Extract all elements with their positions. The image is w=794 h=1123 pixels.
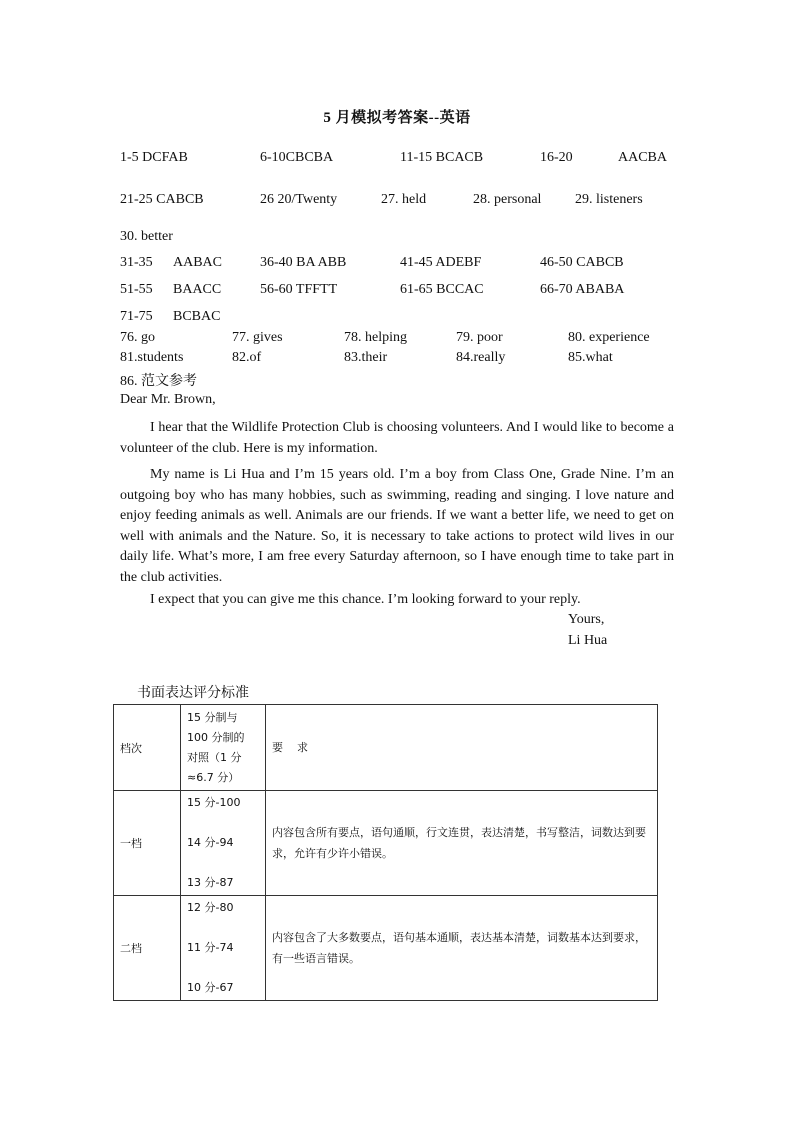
- answer-cell: 76. go: [120, 330, 155, 345]
- score-line: 14 分-94: [187, 836, 234, 849]
- requirement-cell: 内容包含了大多数要点，语句基本通顺，表达基本清楚，词数基本达到要求，有一些语言错误。: [266, 896, 658, 1001]
- answer-cell: 56-60 TFFTT: [260, 282, 338, 297]
- grade-header: 档次: [114, 705, 181, 791]
- score-line: 15 分-100: [187, 796, 241, 809]
- letter-paragraph: I expect that you can give me this chance. I’m looking forward to your reply.: [150, 592, 581, 607]
- answer-cell: 82.of: [232, 350, 262, 365]
- answer-cell: 6-10CBCBA: [260, 150, 334, 165]
- answer-cell: 79. poor: [456, 330, 503, 345]
- answer-cell: 11-15 BCACB: [400, 150, 484, 165]
- answer-cell: 36-40 BA ABB: [260, 255, 347, 270]
- answer-cell: 51-55: [120, 282, 153, 297]
- score-cell: [181, 791, 266, 896]
- answer-cell: 77. gives: [232, 330, 283, 345]
- answer-cell: 66-70 ABABA: [540, 282, 625, 297]
- answer-cell: 41-45 ADEBF: [400, 255, 482, 270]
- conversion-header-line: 对照（1 分: [187, 750, 242, 764]
- essay-label: 86. 范文参考: [120, 374, 197, 389]
- score-line: 10 分-67: [187, 981, 234, 994]
- grade-cell: 二档: [114, 896, 181, 1001]
- rubric-table: [113, 704, 658, 1001]
- answer-cell: 81.students: [120, 350, 184, 365]
- page-title: 5 月模拟考答案--英语: [323, 110, 471, 126]
- answer-cell: 28. personal: [473, 192, 542, 207]
- answer-cell: 26 20/Twenty: [260, 192, 338, 207]
- grade-cell: 一档: [114, 791, 181, 896]
- answer-cell: BAACC: [173, 282, 222, 297]
- letter-paragraph: My name is Li Hua and I’m 15 years old. I’m a boy from Class One, Grade Nine. I’m an outgoing boy who has many hobbies, such as swimming, reading and singing. I love nature and enjoy feeding animals as well. Animals are our friends. If we want a better life, we need to get on well with animals and the Nature. So, it is necessary to take actions to protect wild lives in our daily life. What’s more, I am free every Saturday afternoon, so I have enough time to take part in the club activities.: [120, 467, 674, 585]
- answer-cell: 85.what: [568, 350, 613, 365]
- answer-cell: BCBAC: [173, 309, 221, 324]
- rubric-title: 书面表达评分标准: [137, 685, 249, 701]
- answer-cell: 61-65 BCCAC: [400, 282, 484, 297]
- answer-cell: 21-25 CABCB: [120, 192, 204, 207]
- requirement-cell: 内容包含所有要点，语句通顺，行文连贯，表达清楚，书写整洁，词数达到要求，允许有少许小错误。: [266, 791, 658, 896]
- letter-paragraph: I hear that the Wildlife Protection Club is choosing volunteers. And I would like to become a volunteer of the club. Here is my information.: [120, 420, 674, 456]
- answer-cell: 31-35: [120, 255, 153, 270]
- conversion-header: [181, 705, 266, 791]
- answer-cell: 78. helping: [344, 330, 407, 345]
- answer-cell: 30. better: [120, 229, 173, 244]
- letter-closing: Yours,: [568, 612, 605, 627]
- answer-cell: 16-20: [540, 150, 573, 165]
- answer-cell: 27. held: [381, 192, 427, 207]
- conversion-header-line: ≈6.7 分）: [187, 770, 240, 784]
- table-row: [114, 896, 658, 1001]
- table-row: [114, 791, 658, 896]
- score-line: 11 分-74: [187, 941, 234, 954]
- score-line: 12 分-80: [187, 901, 234, 914]
- answer-cell: 29. listeners: [575, 192, 643, 207]
- score-line: 13 分-87: [187, 876, 234, 889]
- score-cell: [181, 896, 266, 1001]
- conversion-header-line: 15 分制与: [187, 710, 238, 724]
- answer-cell: 1-5 DCFAB: [120, 150, 188, 165]
- letter-signature: Li Hua: [568, 633, 608, 648]
- requirement-header: 要 求: [266, 705, 658, 791]
- answer-cell: AABAC: [173, 255, 223, 270]
- answer-cell: 84.really: [456, 350, 506, 365]
- letter-greeting: Dear Mr. Brown,: [120, 392, 216, 407]
- answer-cell: AACBA: [618, 150, 668, 165]
- conversion-header-line: 100 分制的: [187, 730, 245, 744]
- answer-cell: 80. experience: [568, 330, 650, 345]
- answer-cell: 71-75: [120, 309, 153, 324]
- answer-cell: 46-50 CABCB: [540, 255, 624, 270]
- answer-cell: 83.their: [344, 350, 388, 365]
- rubric-header-row: [114, 705, 658, 791]
